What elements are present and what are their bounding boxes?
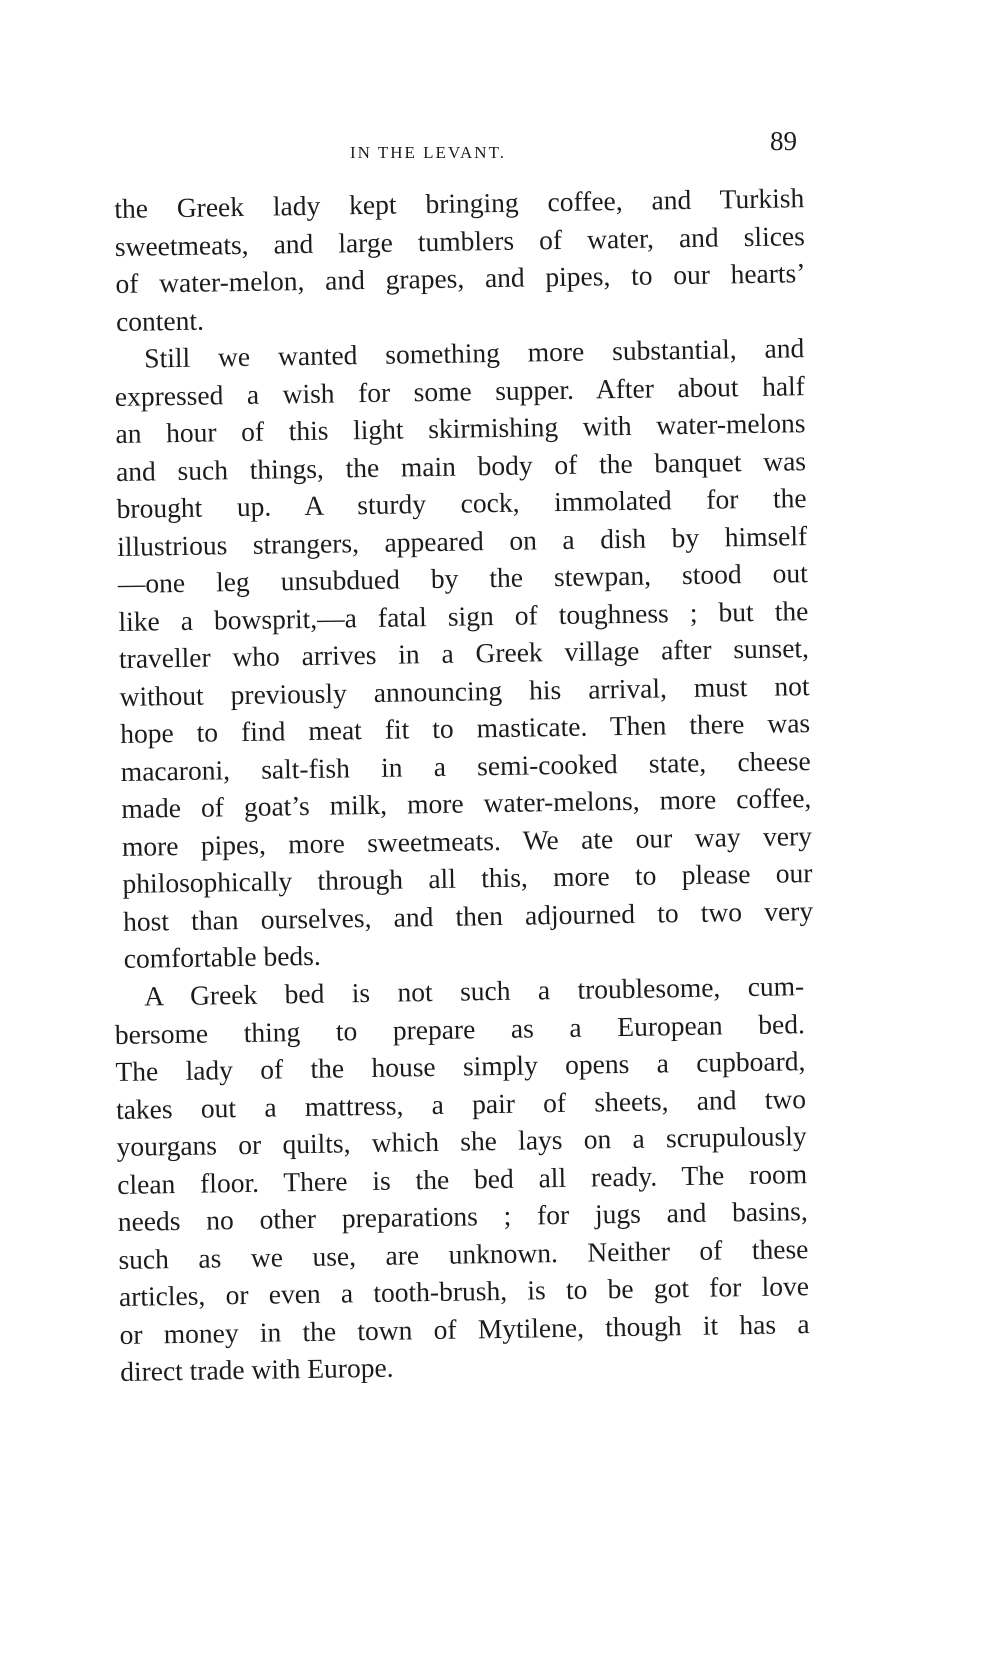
- text-line: and such things, the main body of the banquet was: [115, 444, 807, 487]
- text-line: macaroni, salt-fish in a semi-cooked state, cheese: [120, 744, 811, 787]
- text-line: Still we wanted something more substantial, and: [144, 332, 805, 374]
- text-line: takes out a mattress, a pair of sheets, and two: [115, 1082, 807, 1125]
- paragraph-2: [114, 329, 814, 977]
- paragraph-1: [114, 179, 806, 340]
- text-line: of water-melon, and grapes, and pipes, to our hearts’: [115, 257, 806, 299]
- text-line: needs no other preparations ; for jugs and basins,: [117, 1195, 808, 1237]
- text-line: direct trade with Europe.: [119, 1351, 394, 1387]
- page-number: 89: [770, 126, 797, 156]
- text-line: the Greek lady kept bringing coffee, and Turkish: [114, 182, 805, 224]
- text-line: illustrious strangers, appeared on a dish by himself: [116, 519, 808, 562]
- text-line: more pipes, more sweetmeats. We ate our way very: [121, 819, 813, 862]
- text-line: or money in the town of Mytilene, though it has a: [119, 1307, 810, 1350]
- text-line: sweetmeats, and large tumblers of water, and slices: [114, 219, 806, 262]
- text-line: The lady of the house simply opens a cupboard,: [115, 1045, 806, 1087]
- text-line: such as we use, are unknown. Neither of these: [118, 1232, 809, 1275]
- text-line: without previously announcing his arrival, must not: [119, 669, 810, 712]
- text-line: hope to find meat fit to masticate. Then there was: [119, 707, 811, 749]
- text-line: host than ourselves, and then adjourned to two very: [122, 894, 814, 937]
- text-line: A Greek bed is not such a troublesome, cum-: [144, 970, 805, 1012]
- text-line: —one leg unsubdued by the stewpan, stood out: [117, 557, 808, 599]
- text-line: philosophically through all this, more to please our: [122, 857, 813, 899]
- text-line: like a bowsprit,—a fatal sign of toughness ; but the: [118, 594, 809, 637]
- text-line: yourgans or quilts, which she lays on a scrupulously: [116, 1120, 807, 1162]
- text-line: comfortable beds.: [123, 939, 321, 974]
- text-line: traveller who arrives in a Greek village after sunset,: [118, 632, 810, 674]
- text-line: made of goat’s milk, more water-melons, more coffee,: [121, 782, 812, 824]
- running-title: IN THE LEVANT.: [350, 143, 506, 162]
- text-line: brought up. A sturdy cock, immolated for the: [116, 482, 807, 524]
- text-line: articles, or even a tooth-brush, is to be got for love: [118, 1270, 810, 1312]
- paragraph-3: [114, 967, 810, 1390]
- text-line: clean floor. There is the bed all ready. The room: [116, 1157, 808, 1200]
- text-line: bersome thing to prepare as a European bed.: [114, 1007, 806, 1050]
- text-line: expressed a wish for some supper. After about half: [114, 369, 806, 412]
- text-line: an hour of this light skirmishing with water-melons: [115, 407, 806, 449]
- text-line: content.: [115, 304, 205, 337]
